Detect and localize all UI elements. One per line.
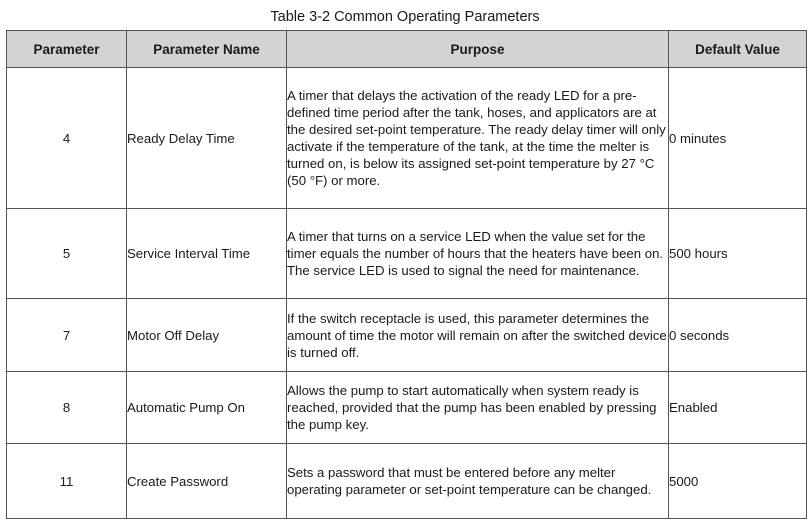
parameter-purpose: A timer that turns on a service LED when the value set for the timer equals the number of hours that the heaters have been on. The service LED is used to signal the need for maintenance. (287, 209, 669, 299)
parameter-number: 8 (7, 372, 127, 444)
header-parameter: Parameter (7, 31, 127, 68)
table-caption: Table 3-2 Common Operating Parameters (270, 9, 540, 25)
parameter-default: 5000 (669, 444, 807, 519)
table-row (7, 68, 807, 209)
parameter-default: 500 hours (669, 209, 807, 299)
table-row (7, 209, 807, 299)
table-row (7, 372, 807, 444)
table-row (7, 444, 807, 519)
parameter-number: 7 (7, 299, 127, 372)
header-row (7, 31, 807, 68)
parameter-default: 0 seconds (669, 299, 807, 372)
parameter-default: Enabled (669, 372, 807, 444)
parameter-name: Create Password (127, 444, 287, 519)
parameter-number: 11 (7, 444, 127, 519)
operating-parameters-table (6, 30, 807, 519)
parameter-default: 0 minutes (669, 68, 807, 209)
header-default-value: Default Value (669, 31, 807, 68)
parameter-name: Automatic Pump On (127, 372, 287, 444)
parameter-purpose: A timer that delays the activation of the ready LED for a pre-defined time period after the tank, hoses, and applicators are at the desired set-point temperature. The ready delay timer will only activate if the temperature of the tank, at the time the melter is turned on, is below its assigned set-point temperature by 27 °C (50 °F) or more. (287, 68, 669, 209)
parameter-purpose: If the switch receptacle is used, this parameter determines the amount of time the motor will remain on after the switched device is turned off. (287, 299, 669, 372)
parameter-purpose: Allows the pump to start automatically when system ready is reached, provided that the pump has been enabled by pressing the pump key. (287, 372, 669, 444)
header-parameter-name: Parameter Name (127, 31, 287, 68)
parameter-name: Ready Delay Time (127, 68, 287, 209)
parameter-number: 5 (7, 209, 127, 299)
header-purpose: Purpose (287, 31, 669, 68)
parameter-name: Motor Off Delay (127, 299, 287, 372)
parameter-name: Service Interval Time (127, 209, 287, 299)
table-row (7, 299, 807, 372)
parameter-purpose: Sets a password that must be entered before any melter operating parameter or set-point temperature can be changed. (287, 444, 669, 519)
parameter-number: 4 (7, 68, 127, 209)
